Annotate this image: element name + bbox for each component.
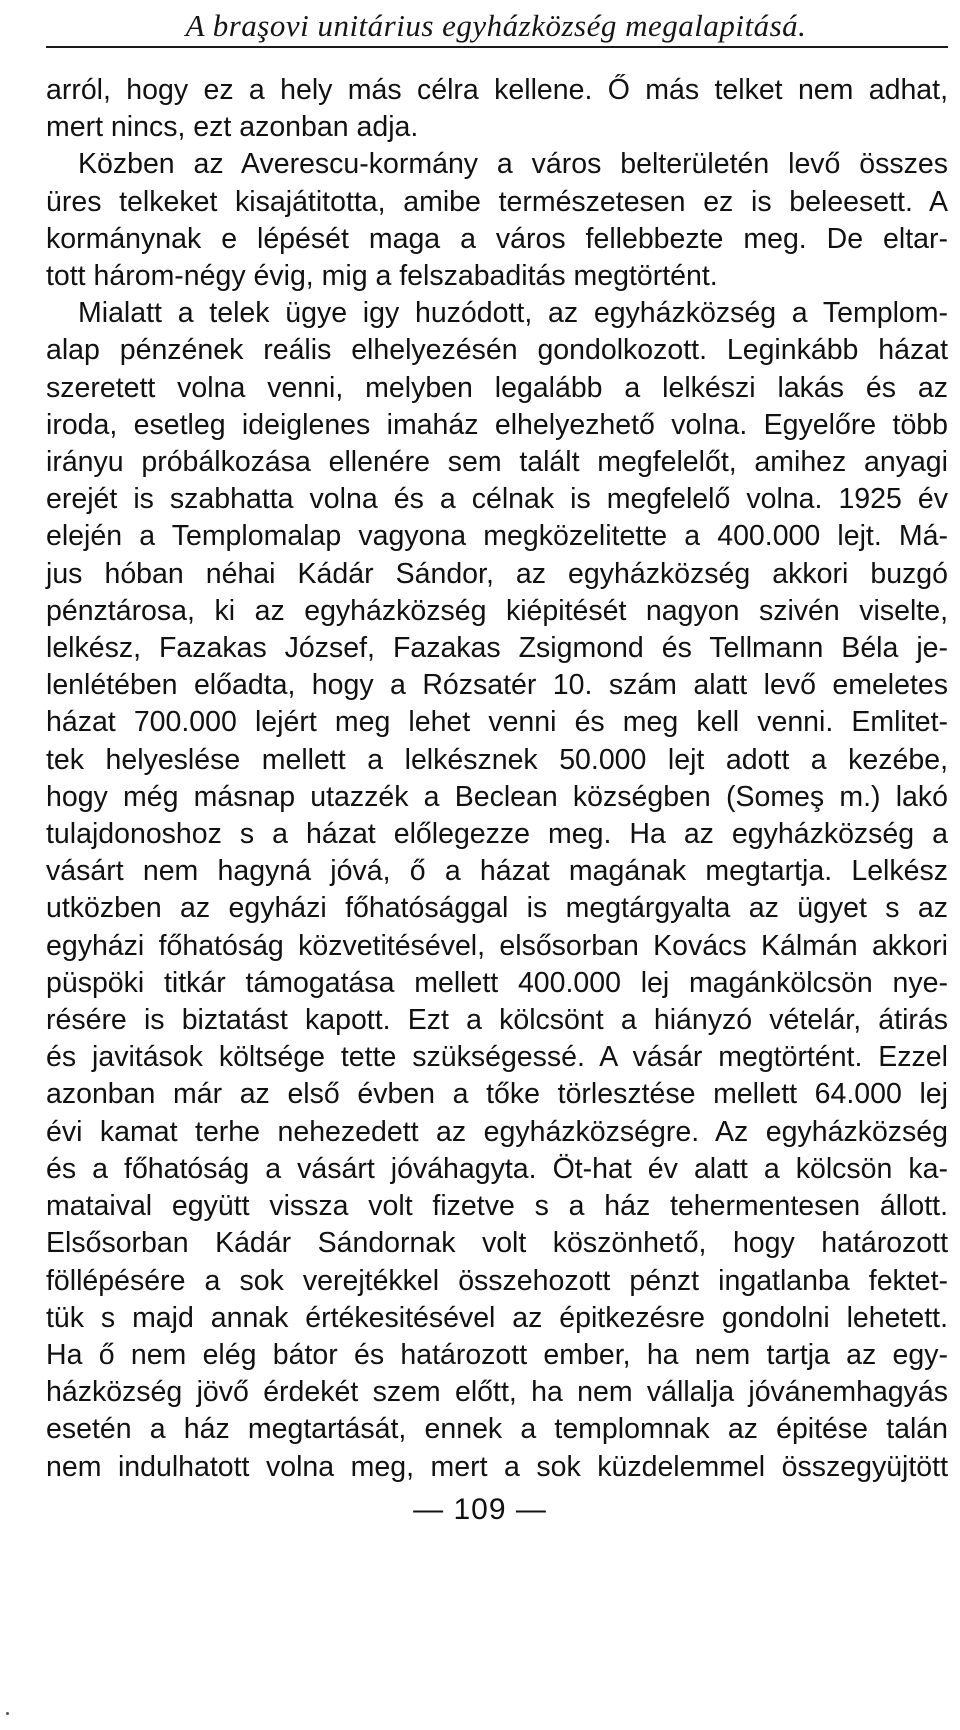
- text-line: egyházi főhatóság közvetitésével, elsősorban Kovács Kálmán akkori: [46, 929, 948, 962]
- text-line: nem indulhatott volna meg, mert a sok küzdelemmel összegyüjtött: [46, 1450, 948, 1483]
- text-line: iroda, esetleg ideiglenes imaház elhelyezhető volna. Egyelőre több: [46, 408, 948, 441]
- paragraph: [46, 146, 948, 295]
- text-line: házat 700.000 lejért meg lehet venni és meg kell venni. Emlitet-: [46, 706, 948, 739]
- text-line: mert nincs, ezt azonban adja.: [46, 111, 419, 144]
- text-line: házközség jövő érdekét szem előtt, ha nem vállalja jóvánemhagyás: [46, 1376, 948, 1409]
- text-line: tott három-négy évig, mig a felszabaditás megtörtént.: [46, 260, 718, 293]
- paragraph: [46, 72, 948, 146]
- text-line: Közben az Averescu-kormány a város belterületén levő összes: [78, 148, 948, 181]
- text-line: jus hóban néhai Kádár Sándor, az egyházközség akkori buzgó: [46, 557, 948, 590]
- text-line: vásárt nem hagyná jóvá, ő a házat magának megtartja. Lelkész: [46, 855, 948, 888]
- text-line: azonban már az első évben a tőke törlesztése mellett 64.000 lej: [46, 1078, 948, 1111]
- text-line: tek helyeslése mellett a lelkésznek 50.000 lejt adott a kezébe,: [46, 743, 948, 776]
- text-line: és a főhatóság a vásárt jóváhagyta. Öt-hat év alatt a kölcsön ka-: [46, 1152, 948, 1185]
- text-line: erejét is szabhatta volna és a célnak is megfelelő volna. 1925 év: [46, 483, 948, 516]
- text-line: elején a Templomalap vagyona megközelitette a 400.000 lejt. Má-: [46, 520, 948, 553]
- text-line: Mialatt a telek ügye igy huzódott, az egyházközség a Templom-: [78, 297, 948, 330]
- text-line: Elsősorban Kádár Sándornak volt köszönhető, hogy határozott: [46, 1227, 948, 1260]
- text-line: hogy még másnap utazzék a Beclean községben (Someş m.) lakó: [46, 780, 948, 813]
- text-line: kormánynak e lépését maga a város fellebbezte meg. De eltar-: [46, 222, 948, 255]
- text-line: évi kamat terhe nehezedett az egyházközségre. Az egyházközség: [46, 1115, 948, 1148]
- text-line: tük s majd annak értékesitésével az épitkezésre gondolni lehetett.: [46, 1301, 948, 1334]
- running-head-title: A braşovi unitárius egyházközség megalapitásá.: [185, 8, 807, 43]
- text-line: és javitások költsége tette szükségessé. A vásár megtörtént. Ezzel: [46, 1041, 948, 1074]
- text-line: mataival együtt vissza volt fizetve s a ház tehermentesen állott.: [46, 1190, 948, 1223]
- text-line: püspöki titkár támogatása mellett 400.000 lej magánkölcsön nye-: [46, 966, 948, 999]
- text-line: irányu próbálkozása ellenére sem talált megfelelőt, amihez anyagi: [46, 446, 948, 479]
- text-line: résére is biztatást kapott. Ezt a kölcsönt a hiányzó vételár, átirás: [46, 1004, 948, 1037]
- text-line: lenlétében előadta, hogy a Rózsatér 10. szám alatt levő emeletes: [46, 669, 948, 702]
- text-line: arról, hogy ez a hely más célra kellene. Ő más telket nem adhat,: [46, 74, 948, 106]
- text-line: föllépésére a sok verejtékkel összehozott pénzt ingatlanba fektet-: [46, 1264, 948, 1297]
- text-line: tulajdonoshoz s a házat előlegezze meg. Ha az egyházközség a: [46, 818, 948, 851]
- body-text: [46, 72, 948, 1486]
- page-number: — 109 —: [413, 1493, 547, 1526]
- paragraph: [46, 295, 948, 1486]
- scan-speck: [6, 1712, 9, 1715]
- text-line: esetén a ház megtartását, ennek a templomnak az épitése talán: [46, 1413, 948, 1446]
- text-line: utközben az egyházi főhatósággal is megtárgyalta az ügyet s az: [46, 892, 948, 925]
- text-line: szeretett volna venni, melyben legalább a lelkészi lakás és az: [46, 371, 948, 404]
- header-rule: [46, 46, 948, 48]
- text-line: Ha ő nem elég bátor és határozott ember, ha nem tartja az egy-: [46, 1338, 948, 1371]
- text-line: üres telkeket kisajátitotta, amibe természetesen ez is beleesett. A: [46, 185, 948, 218]
- text-line: lelkész, Fazakas József, Fazakas Zsigmond és Tellmann Béla je-: [46, 632, 948, 665]
- text-line: pénztárosa, ki az egyházközség kiépitését nagyon szivén viselte,: [46, 594, 948, 627]
- text-line: alap pénzének reális elhelyezésén gondolkozott. Leginkább házat: [46, 334, 948, 367]
